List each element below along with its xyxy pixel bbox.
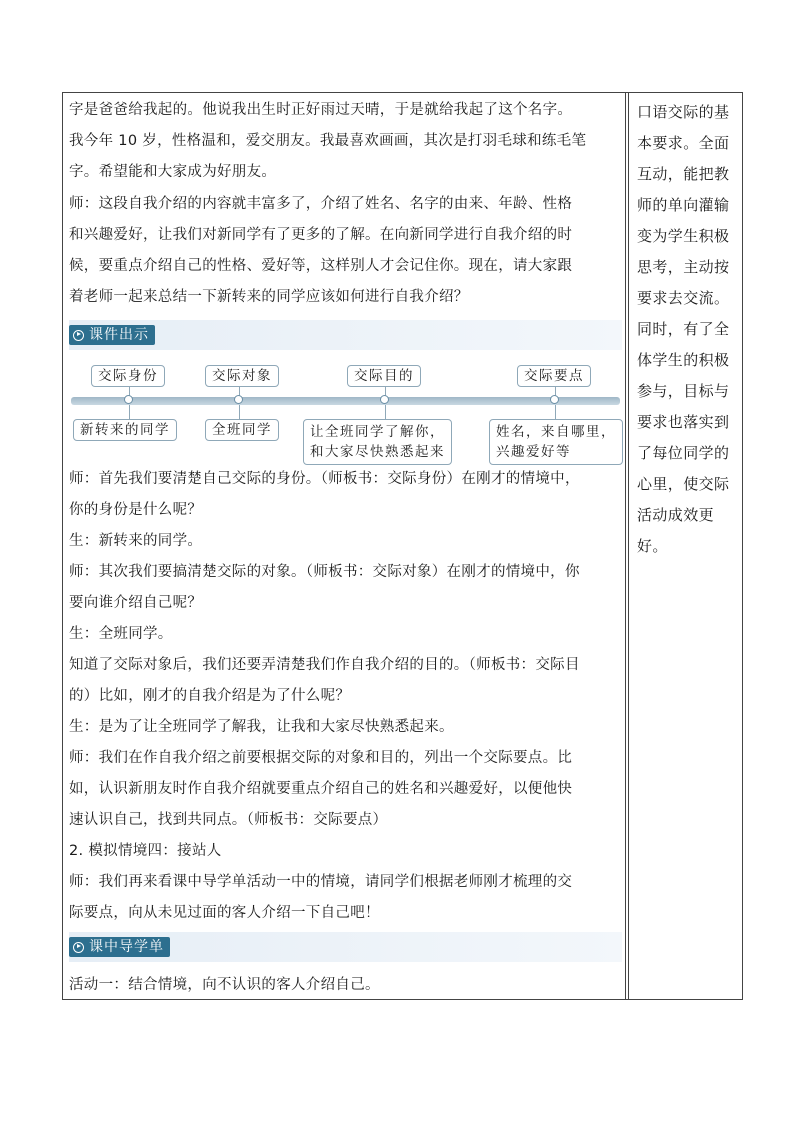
- text-line: 师：我们在作自我介绍之前要根据交际的对象和目的，列出一个交际要点。比: [69, 750, 573, 766]
- side-note-line: 思考，主动按: [637, 258, 730, 276]
- side-note-line: 互动，能把教: [637, 165, 730, 183]
- text-line: 生：是为了让全班同学了解我，让我和大家尽快熟悉起来。: [69, 719, 454, 735]
- timeline-node: [234, 395, 243, 404]
- play-circle-icon: [73, 942, 84, 953]
- side-note-line: 同时，有了全: [637, 320, 730, 338]
- diagram-bottom-label-line: 让全班同学了解你，: [310, 424, 445, 440]
- side-note-line: 口语交际的基: [637, 103, 730, 121]
- column-divider-right: [628, 93, 629, 999]
- section-tag: [69, 325, 155, 345]
- text-line: 知道了交际对象后，我们还要弄清楚我们作自我介绍的目的。（师板书：交际目: [69, 657, 580, 673]
- text-line: 2. 模拟情境四：接站人: [69, 843, 222, 859]
- text-line: 候，要重点介绍自己的性格、爱好等，这样别人才会记住你。现在，请大家跟: [69, 258, 573, 274]
- text-line: 你的身份是什么呢？: [69, 502, 203, 518]
- play-circle-icon: [73, 330, 84, 341]
- side-note-line: 变为学生积极: [637, 227, 730, 245]
- column-divider: [625, 93, 626, 999]
- text-line: 字是爸爸给我起的。他说我出生时正好雨过天晴，于是就给我起了这个名字。: [69, 102, 573, 118]
- diagram-bottom-label: [489, 419, 623, 465]
- side-note-line: 要求去交流。: [637, 289, 730, 307]
- diagram-top-label: 交际目的: [347, 365, 421, 387]
- diagram-bottom-label-line: 和大家尽快熟悉起来: [310, 444, 445, 460]
- text-line: 师：我们再来看课中导学单活动一中的情境，请同学们根据老师刚才梳理的交: [69, 874, 573, 890]
- text-line: 师：这段自我介绍的内容就丰富多了，介绍了姓名、名字的由来、年龄、性格: [69, 196, 573, 212]
- lesson-table: [62, 92, 743, 1000]
- diagram-stem: [239, 405, 240, 419]
- diagram-bottom-label: 新转来的同学: [73, 419, 177, 441]
- diagram-top-label: 交际要点: [517, 365, 591, 387]
- timeline-node: [124, 395, 133, 404]
- side-note-line: 本要求。全面: [637, 134, 730, 152]
- diagram-top-label: 交际对象: [205, 365, 279, 387]
- diagram-bottom-label: 全班同学: [205, 419, 279, 441]
- text-line: 师：首先我们要清楚自己交际的身份。（师板书：交际身份）在刚才的情境中，: [69, 471, 580, 487]
- text-line: 速认识自己，找到共同点。（师板书：交际要点）: [69, 812, 388, 828]
- side-note-line: 活动成效更: [637, 506, 715, 524]
- text-line: 际要点，向从未见过面的客人介绍一下自己吧！: [69, 905, 380, 921]
- side-note-line: 参与，目标与: [637, 382, 730, 400]
- text-line: 我今年 10 岁，性格温和，爱交朋友。我最喜欢画画，其次是打羽毛球和练毛笔: [69, 133, 587, 149]
- side-note-line: 了每位同学的: [637, 444, 730, 462]
- section-tag: [69, 937, 170, 957]
- diagram-bottom-label-line: 姓名，来自哪里，: [496, 424, 616, 440]
- communication-diagram: [69, 355, 622, 460]
- section-band-guide: [69, 932, 622, 962]
- text-line: 着老师一起来总结一下新转来的同学应该如何进行自我介绍？: [69, 289, 469, 305]
- text-line: 生：全班同学。: [69, 626, 173, 642]
- side-note-line: 好。: [637, 537, 668, 555]
- text-line: 师：其次我们要搞清楚交际的对象。（师板书：交际对象）在刚才的情境中，你: [69, 564, 580, 580]
- section-title: 课件出示: [89, 327, 149, 343]
- section-band-courseware: [69, 320, 622, 350]
- text-line: 活动一：结合情境，向不认识的客人介绍自己。: [69, 977, 380, 993]
- timeline-axis: [71, 397, 620, 405]
- text-line: 要向谁介绍自己呢？: [69, 595, 203, 611]
- diagram-bottom-label: [303, 419, 452, 465]
- diagram-top-label: 交际身份: [91, 365, 165, 387]
- timeline-node: [380, 395, 389, 404]
- side-note-line: 要求也落实到: [637, 413, 730, 431]
- diagram-stem: [129, 405, 130, 419]
- text-line: 如，认识新朋友时作自我介绍就要重点介绍自己的姓名和兴趣爱好，以便他快: [69, 781, 573, 797]
- diagram-bottom-label-line: 兴趣爱好等: [496, 444, 571, 460]
- text-line: 生：新转来的同学。: [69, 533, 203, 549]
- text-line: 的）比如，刚才的自我介绍是为了什么呢？: [69, 688, 351, 704]
- section-title: 课中导学单: [89, 939, 164, 955]
- text-line: 字。希望能和大家成为好朋友。: [69, 164, 277, 180]
- diagram-stem: [555, 405, 556, 419]
- timeline-node: [550, 395, 559, 404]
- side-note-line: 心里，使交际: [637, 475, 730, 493]
- side-note-line: 体学生的积极: [637, 351, 730, 369]
- side-note-line: 师的单向灌输: [637, 196, 730, 214]
- diagram-stem: [385, 405, 386, 419]
- text-line: 和兴趣爱好，让我们对新同学有了更多的了解。在向新同学进行自我介绍的时: [69, 227, 573, 243]
